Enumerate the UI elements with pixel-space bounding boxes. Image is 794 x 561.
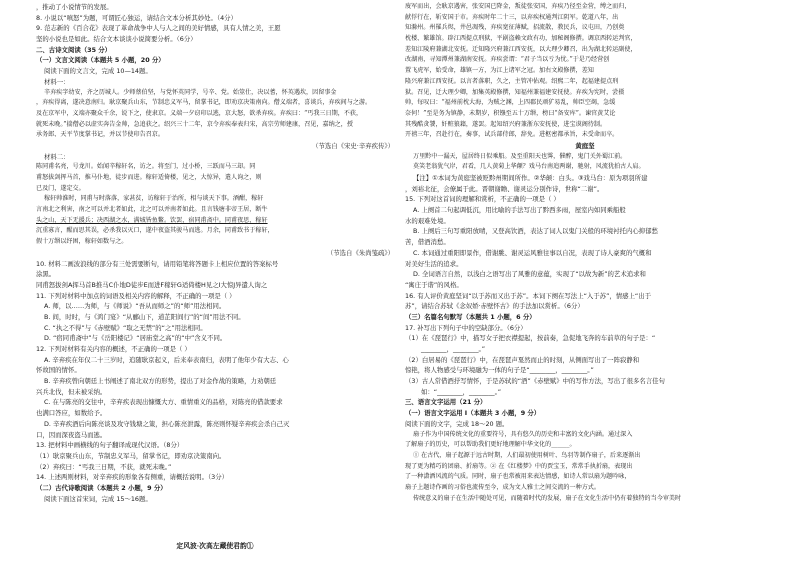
passage-line: 差知江陵府兼湖北安抚。迁知隆兴府兼江西安抚，以大理少卿召，出为湖北转运副使， bbox=[405, 45, 637, 53]
passage-line: 枕楼、繁雄馆。辟江西提点刑狱，平剧盗赖文政有功，加秘阁修撰。调京西转运判官， bbox=[405, 35, 637, 43]
question-11: 11. 下列对材料中加点的词语及相关内容的解释，不正确的一项是（ ） bbox=[36, 291, 236, 300]
passage-line: 知滁州。州罹兵烬，井邑凋残，弃疾宽征薄赋，招流散，教民兵，议屯田，乃创奠 bbox=[405, 24, 625, 32]
text-line: 兴兵北伐，但未被采纳。 bbox=[36, 387, 107, 396]
option-d: D. “宿同甫斋中”与《岳阳楼记》“居庙堂之高”的“中”含义不同。 bbox=[44, 334, 227, 343]
passage-line: ① 在古代，扇子起源于远古时期，人们最初使用树叶、鸟羽等制作扇子，后来逐渐出 bbox=[413, 451, 641, 459]
passage-line: 奈何！”至是务为镇静，未期岁，积镪至五十万缗，榜曰“备安库”。谏官黄艾论 bbox=[405, 109, 616, 117]
text-line: 对美好生活的追求。 bbox=[405, 259, 463, 268]
poem-title: 定风波·次高左藏使君韵① bbox=[176, 542, 254, 550]
passage-line: 扇子作为中国传统文化的重要符号，具有悠久的历史和丰富的文化内涵。通过深入 bbox=[413, 430, 633, 438]
passage-line: 陈同甫名亮，号龙川。始闻辛稼轩名，访之。将至门，过小桥，三跃而马三却。同 bbox=[36, 163, 256, 171]
option-a: A. 师，以……为师，与《师说》“吾从而师之”的“师”用法相同。 bbox=[44, 302, 226, 311]
material-two-label: 材料二： bbox=[44, 152, 70, 161]
question-15: 15. 下列对这首词的理解和赏析，不正确的一项是（ ） bbox=[405, 195, 560, 204]
question-17: 17. 补写出下列句子中的空缺部分。（6分） bbox=[405, 323, 527, 332]
passage-line: 献俘行在，斩安国于市。弃疾时年二十三，以弃疾权通判江阴军。乾道八年，出 bbox=[405, 13, 619, 21]
subsection-heading-wenyan: （一）文言文阅读（本题共 5 小题，20 分） bbox=[36, 56, 165, 65]
passage-line: 沉重寡言，醒而思其误，必杀我以灭口，遂中夜盗其骏马而逃。月余，同甫致书于稼轩， bbox=[36, 227, 274, 235]
passage-line-wavy: 头之山，天下无援兵；决西湖之水，满城皆鱼鳖。饮罢，宿同甫斋中。同甫夜思，稼轩 bbox=[36, 216, 268, 224]
passage-line: 帅，每叹曰：“福州前枕大海，为贼之渊，上四郡民顽犷易乱，帅臣空竭，急缓 bbox=[405, 99, 616, 107]
text-line: 口，因而深夜盗马而逃。 bbox=[36, 430, 107, 439]
passage-line: 狱。召见，迁大理少卿，加集英殿修撰，知福州兼福建安抚使。弃疾为宪时，尝摄 bbox=[405, 88, 625, 96]
passage-line: 言南北之利害，南之可以并北者如此，北之可以并南者如此。且言钱塘非帝王居，断牛 bbox=[36, 206, 268, 214]
passage-line: 改湖南，寻知潭州兼湖南安抚。弃疾尝谓：“君子当以亏为忧。”于是乃经营创 bbox=[405, 56, 610, 64]
passage-line: 废军而出，会耿京遇害，张安国已降金，叛徒张安国，弃疾乃径至金营，缚之而归， bbox=[405, 3, 631, 10]
source-note: （节选自《宋史·辛弃疾传》） bbox=[312, 141, 394, 150]
left-column bbox=[36, 2, 394, 504]
fill-blank-line: 如：“________，________。” bbox=[421, 387, 502, 396]
question-12: 12. 下列对材料有关内容的概述，不正确的一项是（ ） bbox=[36, 345, 191, 353]
source-note: （节选自《朱尚笺疏》） bbox=[326, 248, 394, 257]
sub-question: （3）古人常借酒抒写情怀，于是苏轼的“酒”《赤壁赋》中的写作方法，写出了很多名言佳句 bbox=[405, 377, 665, 386]
question-14: 14. 上述两则材料，对辛弃疾的形象各有侧重，请概括说明。（3分） bbox=[36, 473, 228, 482]
passage-line: ，弃疾得离，遂决意南归。耿京聚兵山东，节制忠义军马，留掌书记，即劝京决策南向。僧义端者，喜谈兵，弃疾间与之游。 bbox=[36, 99, 372, 107]
question-8: 8. 小说以“嗔怒”为题，可谓匠心独运，请结合文本分析其妙处。（4分） bbox=[36, 13, 237, 22]
right-column bbox=[405, 2, 765, 504]
option-c: C. 本词通过重阳即景作，借谢脁、谢灵运风雅往事以自况，表现了诗人豪爽的气概和 bbox=[413, 248, 652, 257]
option-d: D. 辛弃疾酒后向陈亮谈及攻守钱塘之策，担心陈亮泄露，陈亮则怀疑辛弃疾会杀自己灭 bbox=[44, 419, 290, 428]
section-heading-language: 三、语言文字运用（21 分） bbox=[405, 398, 487, 407]
question-10: 10. 材料二画波浪线的部分有三处需要断句，请用铅笔将答题卡上相应位置的答案标号 bbox=[36, 259, 279, 268]
subsection-heading-language-1: （一）语言文字运用 I（本题共 3 小题，9 分） bbox=[405, 409, 541, 418]
material-one-label: 材料一： bbox=[44, 77, 70, 86]
option-b: B. 辛弃疾曾向朝廷上书阐述了南北双方的形势，提出了对金作战的策略，力劝朝廷 bbox=[44, 377, 277, 386]
text-line: ，推动了小说情节的发展。 bbox=[36, 3, 113, 11]
sub-question: （1）耿京聚兵山东，节制忠义军马，留掌书记，即劝京决策南向。 bbox=[36, 451, 226, 460]
poem-line: 万里黔中一漏天，屋居终日似乘船。及至重阳天也霁，催醉，鬼门关外蜀江前。 bbox=[413, 152, 627, 160]
poem-author: 黄庭坚 bbox=[575, 141, 595, 150]
passage-line: 承务郎、天平节度掌书记，并以节使印告召京。 bbox=[36, 131, 164, 139]
section-heading-classical: 二、古诗文阅读（35 分） bbox=[36, 45, 112, 54]
text-line: 苏”，请结合苏轼《念奴娇·赤壁怀古》的手法加以赏析。（6分） bbox=[405, 302, 584, 311]
passage-line: 隆兴府兼江西安抚。以言者落职，久之，主管冲佑观。绍熙二年，起福建提点刑 bbox=[405, 77, 619, 85]
subsection-heading-recitation: （三）名篇名句默写（本题共 1 小题，6 分） bbox=[405, 312, 536, 321]
question-16: 16. 有人评价黄庭坚词“以于苏而又出于苏”。本词下阕在写法上“入于苏”，情感上“出于 bbox=[405, 291, 652, 300]
text-line: “寓庄于谐”的风格。 bbox=[405, 280, 463, 289]
passage-line: 及在京军中，义端亦聚众千余，说下之，使隶京。义端一夕窃印以逃，京大怒，欲杀弃疾。弃疾曰：“丐我三日期，不获， bbox=[36, 109, 363, 117]
text-line: 怀故国的情怀。 bbox=[36, 366, 81, 375]
option-b: B. 间，时时，与《鸿门宴》“从郦山下，道芷阳间行”的“间”用法不同。 bbox=[44, 312, 245, 321]
passage-line: 假十万缗以纾困，稼轩如数与之。 bbox=[36, 238, 128, 246]
text-line: 苦，借酒消愁。 bbox=[405, 238, 450, 247]
passage-line: 其残酷贪饕，奸赃狼籍，遂罢。起知绍兴府兼浙东安抚使，进宝谟阁待制。 bbox=[405, 120, 607, 128]
poem-note: 【注】①本词为黄庭坚被贬黔州期间所作。②华颠：白头。③戏马台：原为项羽所建 bbox=[413, 174, 648, 182]
passage-line: 已及门，遂定交。 bbox=[36, 184, 85, 192]
poem-line: 莫笑老翁犹气岸，君看，几人黄菊上华颠？戏马台南追两谢，驰射，风流犹拍古人肩。 bbox=[413, 163, 645, 171]
sub-question: （2）白居易的《琵琶行》中，在琵琶声戛然而止的时刻，从侧面写出了一阵寂静和 bbox=[405, 355, 640, 364]
passage-line: 稼轩帅淮时，同甫与时落落，家甚贫，访稼轩于治所，相与谈天下事。酒酣，稼轩 bbox=[44, 195, 264, 203]
option-c: C. 在与陈亮的交往中，辛弃疾表现出慷慨大方、重情重义的品格，对陈亮的借款要求 bbox=[44, 398, 283, 407]
option-c: C. “执之不得”与《赤壁赋》“取之无禁”的“之”用法相同。 bbox=[44, 323, 207, 332]
sub-question: （1）在《琵琶行》中，描写女子把衣襟提起，按前奏，急促地飞奔的车前草的句子是：“ bbox=[405, 334, 656, 343]
answer-options-line: 同甫怒拔剑A挥马首B推马C仆地D徒步E而进F稼轩G适倚楼H见之I大惊J异遣人询之 bbox=[36, 280, 268, 289]
question-13: 13. 把材料中画横线的句子翻译成现代汉语。（8分） bbox=[36, 441, 184, 450]
text-line: 惊艳，将人物感受与环境融为一体的句子是“________，________。” bbox=[405, 366, 594, 375]
passage-line: 辛弃疾字幼安，齐之历城人。少师蔡伯坚，与党怀英同学，号辛、党。始筮仕，决以蓍，怀英遇坎，因留事金 bbox=[44, 88, 337, 96]
passage-line: 传统意义的扇子在生活中随处可见，而随着时代的发展，扇子在文化生活中仍有着独特的当今审美时 bbox=[413, 494, 682, 502]
subsection-heading-poetry: （二）古代诗歌阅读（本题共 2 小题，9 分） bbox=[36, 483, 167, 492]
poem-note: ，刘裕北征，会僚属于此。晋朝谢瞻、谢灵运分别作诗，世称“二谢”。 bbox=[405, 184, 604, 193]
instruction-line: 阅读下面这首宋词，完成 15～16题。 bbox=[44, 494, 152, 503]
passage-line: 甫怒拔剑挥马首，推马仆地，徒步而进。稼轩适倚楼，见之，大惊异，遣人询之，则 bbox=[36, 174, 262, 181]
option-b: B. 上阕后三句写重阳放晴，又登高饮酒，表达了词人以鬼门关般的环境衬托内心抑郁愁 bbox=[413, 227, 658, 236]
passage-line: 就死未晚。”揣僧必以虚实奔告金帅，急追获之。绍兴三十二年，京令弃疾奉表归宋，高宗劳师建康，召见，嘉纳之，授 bbox=[36, 120, 353, 128]
fill-blank-line: ________，________。” bbox=[421, 345, 486, 353]
instruction-line: 阅读下面的文字，完成 18～20 题。 bbox=[405, 419, 509, 428]
passage-line: 开禧三年，召赴行在，奏事，试兵部侍郎，辞免。进枢密都承旨，未受命而卒。 bbox=[405, 131, 619, 139]
passage-line: 了一种潇洒风流的气质。同时，扇子也常被用来表达情感，如诗人常以扇为题吟咏， bbox=[405, 473, 631, 481]
passage-line: 置飞虎军，始受命，雄镇一方，为江上诸军之冠。加右文殿修撰，差知 bbox=[405, 67, 594, 75]
text-line: 也满口答应，如数给予。 bbox=[36, 409, 107, 418]
sub-question: （2）弃疾曰：“丐我三日期，不获，就死未晚。” bbox=[36, 462, 172, 471]
text-line: 水的艰难处境。 bbox=[405, 216, 450, 225]
option-d: D. 全词语言自然，以浅白之语写出了风雅的意蕴，实现了“以故为新”的艺术追求和 bbox=[413, 270, 646, 279]
passage-line: 现了更为精巧的团扇、折扇等。② 在《红楼梦》中的贾宝玉，常常手执折扇，表现出 bbox=[405, 462, 633, 470]
question-9: 9. 范志新的《百合花》表现了革命战争中人与人之间的美好情感，具有人情之美，王愿 bbox=[36, 24, 281, 33]
option-a: A. 辛弃疾在年仅二十三岁时，追随耿京起义，后来奉表南归，表明了他年少有大志、心 bbox=[44, 355, 289, 364]
passage-line: 扇子上题诗作画的习俗也流传至今，成为文人雅士之间交流的一种方式。 bbox=[405, 483, 600, 491]
text-line: 坚的小说也是如此。结合文本谈谈小说简要分析。（6分） bbox=[36, 35, 197, 44]
passage-line: 了解扇子的历史，可以帮助我们更好地理解中华文化的______。 bbox=[405, 441, 576, 449]
instruction-line: 阅读下面的文言文，完成 10—14题。 bbox=[44, 67, 152, 76]
text-line: 涂黑。 bbox=[36, 270, 56, 279]
option-a: A. 上阕首二句起调低沉，用比喻的手法写出了黔西多雨，屋室内如同乘船般 bbox=[413, 206, 626, 215]
